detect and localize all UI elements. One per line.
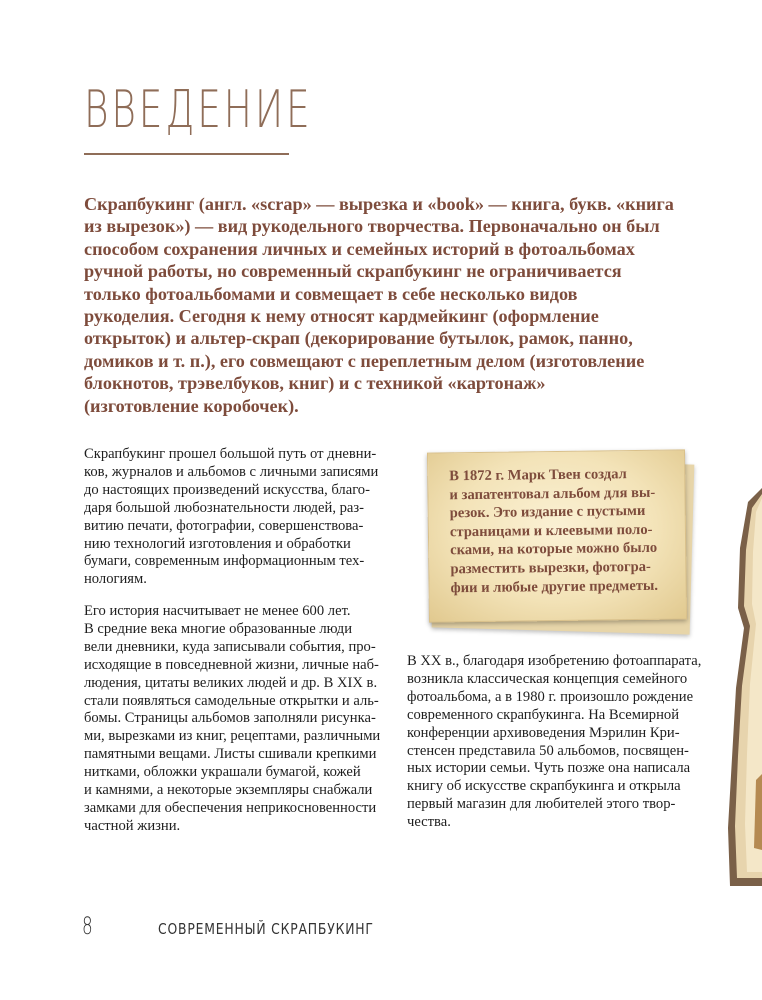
body-line: частной жизни. [84, 817, 181, 834]
body-line: современного скрапбукинга. На Всемирной [407, 706, 680, 723]
body-line: ков, журналов и альбомов с личными записями [84, 463, 379, 480]
note-line: резок. Это издание с пустыми [449, 503, 646, 522]
intro-line: открыток) и альтер-скрап (декорирование бутылок, рамок, панно, [84, 328, 633, 349]
body-line: нологиям. [84, 571, 147, 588]
body-line: В XX в., благодаря изобретению фотоаппарата, [407, 653, 702, 669]
intro-line: из вырезок») — вид рукодельного творчества. Первоначально он был [84, 216, 660, 237]
note-line: В 1872 г. Марк Твен создал [449, 466, 627, 485]
body-line: людения, цитаты великих людей и др. В XIX в. [84, 674, 378, 691]
body-line: и камнями, а некоторые экземпляры снабжали [84, 782, 373, 799]
body-line: замками для обеспечения неприкосновенности [84, 799, 377, 816]
note-line: и запатентовал альбом для вы- [449, 484, 656, 503]
body-paragraph-20th-century [407, 653, 701, 832]
intro-line: блокнотов, трэвелбуков, книг) и с техникой «картонаж» [84, 373, 546, 394]
running-head: СОВРЕМЕННЫЙ СКРАПБУКИНГ [158, 920, 374, 938]
body-line: стенсен представила 50 альбомов, посвящен- [407, 742, 689, 759]
body-line: книгу об искусстве скрапбукинга и открыла [407, 778, 681, 795]
body-paragraph-history-path [84, 446, 378, 589]
note-line: фии и любые другие предметы. [450, 577, 659, 596]
body-line: стали появляться самодельные открытки и аль- [84, 692, 379, 709]
body-line: до настоящих произведений искусства, благо- [84, 481, 370, 498]
mark-twain-note-card [428, 451, 690, 629]
intro-line: рукоделия. Сегодня к нему относят кардмейкинг (оформление [84, 306, 599, 327]
intro-line: (изготовление коробочек). [84, 395, 299, 416]
body-line: бумаги, современным информационным тех- [84, 553, 365, 570]
page-title: ВВЕДЕНИЕ [84, 80, 313, 140]
intro-line: домиков и т. п.), его совмещают с переплетным делом (изготовление [84, 350, 645, 371]
body-line: В средние века многие образованные люди [84, 620, 353, 637]
body-line: нитками, обложки украшали бумагой, кожей [84, 764, 361, 781]
body-line: ми, вырезками из книг, рецептами, различными [84, 728, 381, 745]
title-underline [84, 153, 289, 155]
body-line: исходящие в повседневной жизни, личные наб- [84, 656, 379, 673]
decorative-paper-edge-image [726, 488, 762, 886]
body-line: Скрапбукинг прошел большой путь от дневни- [84, 446, 377, 462]
intro-line: способом сохранения личных и семейных историй в фотоальбомах [84, 238, 635, 259]
intro-line: ручной работы, но современный скрапбукинг не ограничивается [84, 261, 622, 282]
intro-line: только фотоальбомами и совмещает в себе несколько видов [84, 283, 578, 304]
note-line: страницами и клеевыми поло- [449, 521, 653, 541]
body-line: бомы. Страницы альбомов заполняли рисунка- [84, 710, 376, 727]
body-line: нию технологий изготовления и обработки [84, 535, 351, 552]
body-line: чества. [407, 814, 451, 831]
body-paragraph-600-years [84, 603, 380, 836]
note-text [449, 465, 658, 598]
note-paper-front [427, 449, 687, 622]
intro-line: Скрапбукинг (англ. «scrap» — вырезка и «book» — книга, букв. «книга [84, 194, 674, 214]
body-line: даря большой любознательности людей, раз- [84, 499, 365, 516]
body-line: памятными вещами. Листы сшивали крепкими [84, 746, 377, 763]
body-line: первый магазин для любителей этого твор- [407, 796, 676, 813]
page-number: 8 [82, 912, 93, 940]
body-line: возникла классическая концепция семейного [407, 670, 688, 687]
body-line: Его история насчитывает не менее 600 лет. [84, 603, 351, 619]
body-line: витию печати, фотографии, совершенствова- [84, 517, 364, 534]
body-line: ных истории семьи. Чуть позже она написала [407, 760, 691, 777]
intro-paragraph [84, 193, 674, 417]
body-line: конференции архивоведения Мэрилин Кри- [407, 724, 680, 741]
body-line: фотоальбома, а в 1980 г. произошло рождение [407, 688, 694, 705]
note-line: сками, на которые можно было [450, 540, 658, 559]
note-line: разместить вырезки, фотогра- [450, 558, 651, 578]
body-line: вели дневники, куда записывали события, про- [84, 638, 376, 655]
